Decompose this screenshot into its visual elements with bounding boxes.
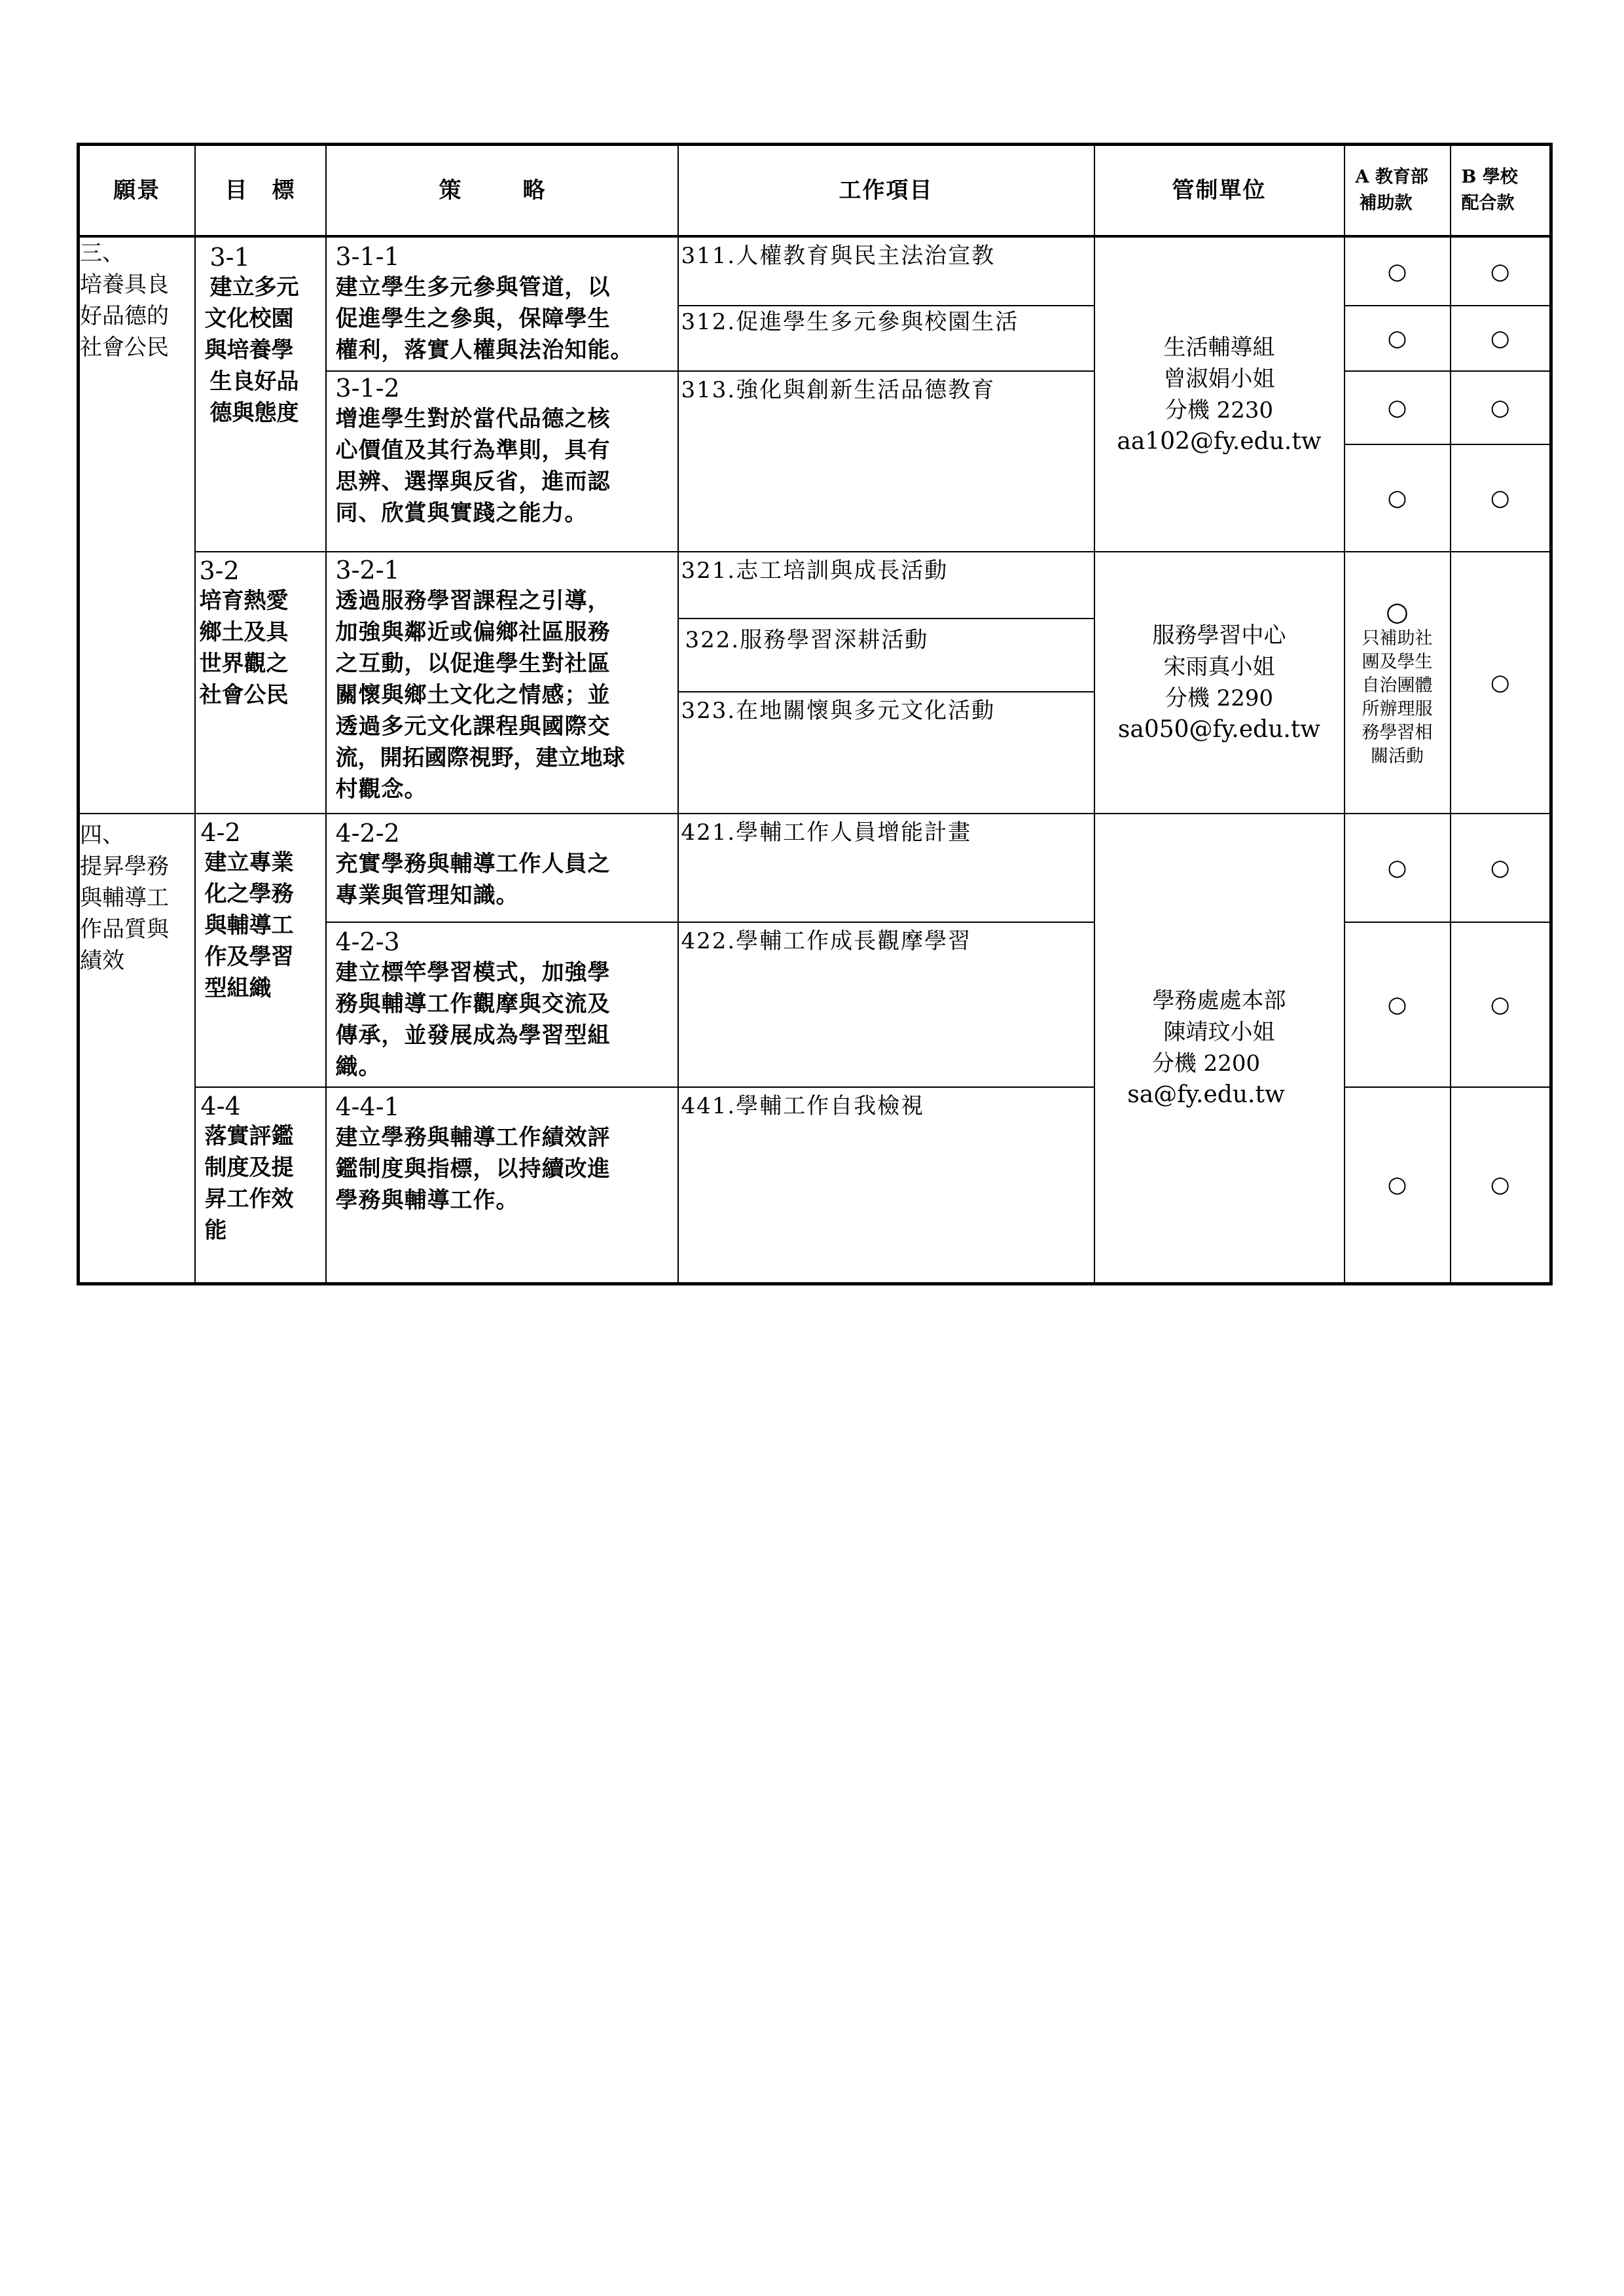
goal-3-2: 3-2 培育熱愛 鄉土及具 世界觀之 社會公民 [195,552,326,814]
control-unit-service-learning: 服務學習中心 宋雨真小姐 分機 2290 sa050@fy.edu.tw [1094,552,1344,814]
work-item-322: 322.服務學習深耕活動 [678,619,1094,692]
work-item-441: 441.學輔工作自我檢視 [678,1087,1094,1283]
mark-b-421: ○ [1451,814,1551,922]
strategy-3-1-1: 3-1-1 建立學生多元參與管道，以 促進學生之參與，保障學生 權利，落實人權與法治知能。 [326,236,678,371]
mark-a-313: ○ [1344,371,1451,444]
mark-a-313-extra: ○ [1344,444,1451,552]
work-item-311: 311.人權教育與民主法治宣教 [678,236,1094,306]
header-work-item: 工作項目 [678,145,1094,237]
goal-4-4: 4-4 落實評鑑 制度及提 昇工作效 能 [195,1087,326,1283]
header-strategy: 策 略 [326,145,678,237]
mark-b-441: ○ [1451,1087,1551,1283]
goal-3-1: 3-1 建立多元 文化校園 與培養學 生良好品 德與態度 [195,236,326,552]
table-row [79,552,1551,619]
strategy-3-1-2: 3-1-2 增進學生對於當代品德之核 心價值及其行為準則，具有 思辨、選擇與反省，進而認 同、欣賞與實踐之能力。 [326,371,678,552]
header-col-a: A 教育部 補助款 [1344,145,1451,237]
work-item-323: 323.在地關懷與多元文化活動 [678,692,1094,814]
table-row [79,814,1551,922]
work-item-313: 313.強化與創新生活品德教育 [678,371,1094,552]
mark-a-311: ○ [1344,236,1451,306]
header-vision: 願景 [79,145,195,237]
mark-a-421: ○ [1344,814,1451,922]
mark-b-312: ○ [1451,306,1551,371]
work-item-312: 312.促進學生多元參與校園生活 [678,306,1094,371]
work-item-421: 421.學輔工作人員增能計畫 [678,814,1094,922]
strategy-4-2-3: 4-2-3 建立標竿學習模式，加強學 務與輔導工作觀摩與交流及 傳承，並發展成為學習型組 織。 [326,922,678,1087]
mark-b-32x: ○ [1451,552,1551,814]
table-header-row [79,145,1551,237]
work-plan-table [77,143,1553,1285]
goal-4-2: 4-2 建立專業 化之學務 與輔導工 作及學習 型組織 [195,814,326,1087]
mark-b-313-extra: ○ [1451,444,1551,552]
vision-3: 三、 培養具良 好品德的 社會公民 [79,236,195,814]
work-item-321: 321.志工培訓與成長活動 [678,552,1094,619]
mark-a-441: ○ [1344,1087,1451,1283]
control-unit-student-affairs: 學務處處本部 陳靖玟小姐 分機 2200 sa@fy.edu.tw [1094,814,1344,1283]
mark-a-32x: ○ 只補助社 團及學生 自治團體 所辦理服 務學習相 關活動 [1344,552,1451,814]
vision-4: 四、 提昇學務 與輔導工 作品質與 績效 [79,814,195,1283]
mark-a-312: ○ [1344,306,1451,371]
header-col-b: B 學校 配合款 [1451,145,1551,237]
strategy-4-2-2: 4-2-2 充實學務與輔導工作人員之 專業與管理知識。 [326,814,678,922]
mark-a-422: ○ [1344,922,1451,1087]
control-unit-life-guidance: 生活輔導組 曾淑娟小姐 分機 2230 aa102@fy.edu.tw [1094,236,1344,552]
strategy-3-2-1: 3-2-1 透過服務學習課程之引導， 加強與鄰近或偏鄉社區服務 之互動，以促進學生對社區 關懷與鄉土文化之情感；並 透過多元文化課程與國際交 流，開拓國際視野，建立地球 村觀念。 [326,552,678,814]
strategy-4-4-1: 4-4-1 建立學務與輔導工作績效評 鑑制度與指標，以持續改進 學務與輔導工作。 [326,1087,678,1283]
mark-b-422: ○ [1451,922,1551,1087]
mark-b-311: ○ [1451,236,1551,306]
header-control-unit: 管制單位 [1094,145,1344,237]
work-item-422: 422.學輔工作成長觀摩學習 [678,922,1094,1087]
header-goal: 目 標 [195,145,326,237]
mark-b-313: ○ [1451,371,1551,444]
table-row [79,236,1551,306]
